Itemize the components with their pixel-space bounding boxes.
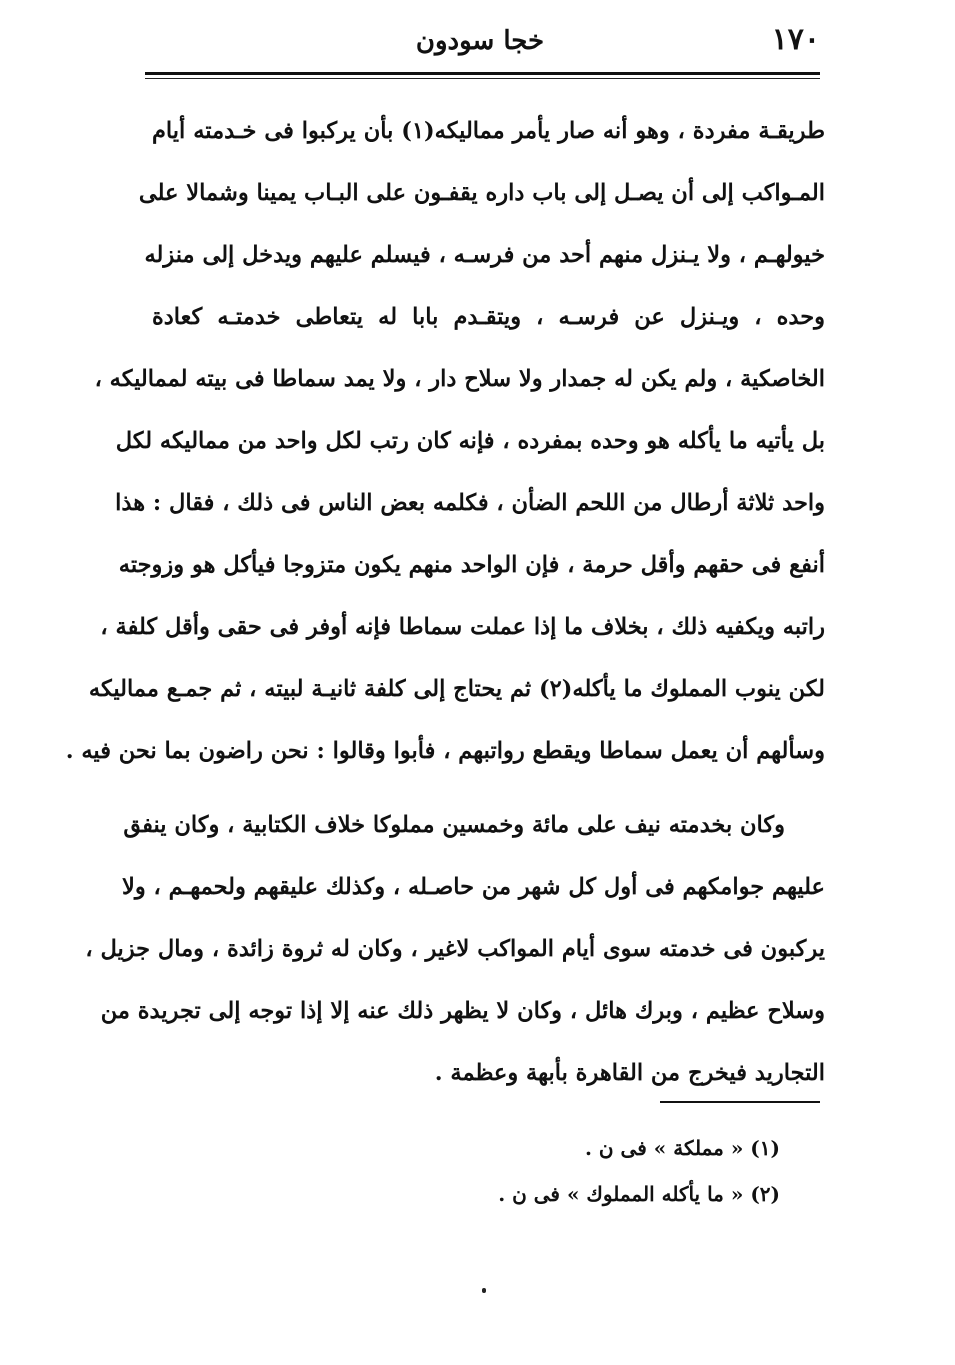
footnote-rule [660, 1101, 820, 1103]
page-mark [482, 1288, 486, 1293]
footnote-1: (١) « مملكة » فى ن . [584, 1136, 780, 1160]
text-line: وسلاح عظيم ، وبرك هائل ، وكان لا يظهر ذلك عنه إلا إذا توجه إلى تجريدة من [100, 998, 825, 1024]
text-line: وحده ، ويـنزل عن فرسـه ، ويتقـدم بابا له يتعاطى خدمتـه كعادة [152, 304, 825, 330]
paragraph-2 [85, 794, 825, 1104]
header-rule [145, 72, 820, 75]
paragraph-gap [152, 782, 825, 794]
text-line: الخاصكية ، ولم يكن له جمدار ولا سلاح دار ، ولا يمد سماطا فى بيته لمماليكه ، [94, 366, 825, 392]
text-line: وسألهم أن يعمل سماطا ويقطع رواتبهم ، فأبوا وقالوا : نحن راضون بما نحن فيه . [65, 738, 825, 764]
text-line: واحد ثلاثة أرطال من اللحم الضأن ، فكلمه بعض الناس فى ذلك ، فقال : هذا [115, 490, 825, 516]
page-header [140, 14, 820, 74]
text-line: خيولهـم ، ولا يـنزل منهم أحد من فرسـه ، فيسلم عليهم ويدخل إلى منزله [144, 242, 825, 268]
header-rule-thin [145, 78, 820, 79]
text-line: التجاريد فيخرج من القاهرة بأبهة وعظمة . [434, 1060, 825, 1086]
text-line: راتبه ويكفيه ذلك ، بخلاف ما إذا عملت سماطا فإنه أوفر فى حقى وأقل كلفة ، [100, 614, 825, 640]
page-number: ١٧٠ [771, 22, 820, 57]
body-text [65, 100, 825, 1104]
footnotes [498, 1125, 780, 1217]
text-line: لكن ينوب المملوك ما يأكله(٢) ثم يحتاج إلى كلفة ثانيـة لبيته ، ثم جمـع مماليكه [88, 676, 825, 702]
text-line: بل يأتيه ما يأكله هو وحده بمفرده ، فإنه كان رتب لكل واحد من مماليكه لكل [115, 428, 825, 454]
footnote-2: (٢) « ما يأكله المملوك » فى ن . [498, 1182, 780, 1206]
paragraph-1 [65, 100, 825, 782]
text-line: طريقـة مفردة ، وهو أنه صار يأمر مماليكه(١) بأن يركبوا فى خـدمته أيام [152, 118, 825, 144]
text-line: وكان بخدمته نيف على مائة وخمسين مملوكا خلاف الكتابية ، وكان ينفق [123, 812, 785, 838]
text-line: عليهم جوامكهم فى أول كل شهر من حاصـله ، وكذلك عليقهم ولحمهـم ، ولا [122, 874, 825, 900]
running-head: خجا سودون [415, 26, 545, 56]
text-line: المـواكب إلى أن يصـل إلى باب داره يقفـون على البـاب يمينا وشمالا على [138, 180, 825, 206]
text-line: يركبون فى خدمته سوى أيام المواكب لاغير ، وكان له ثروة زائدة ، ومال جزيل ، [85, 936, 825, 962]
text-line: أنفع فى حقهم وأقل حرمة ، فإن الواحد منهم يكون متزوجا فيأكل هو وزوجته [118, 552, 825, 578]
